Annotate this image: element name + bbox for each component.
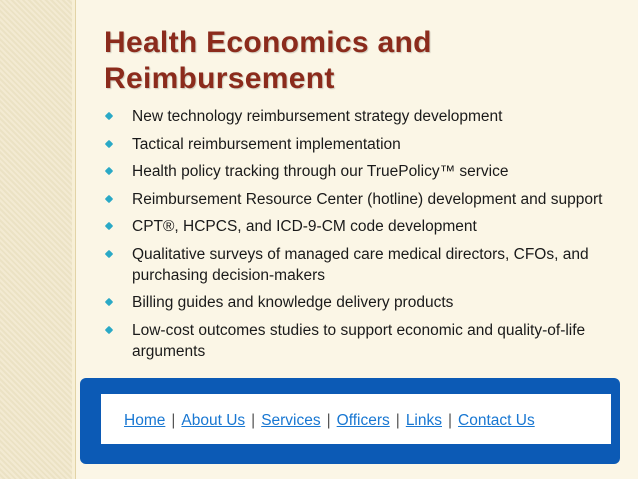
nav-links <box>124 412 535 430</box>
nav-separator: | <box>171 412 176 429</box>
diamond-bullet-icon <box>105 298 113 306</box>
diamond-bullet-icon <box>105 139 113 147</box>
diamond-bullet-icon <box>105 222 113 230</box>
list-item <box>104 106 604 127</box>
list-item <box>104 244 604 286</box>
bullet-text: Reimbursement Resource Center (hotline) development and support <box>132 190 603 208</box>
nav-link-contact-us[interactable]: Contact Us <box>458 412 535 429</box>
diamond-bullet-icon <box>105 194 113 202</box>
bullet-text: Tactical reimbursement implementation <box>132 135 401 153</box>
list-item <box>104 189 604 210</box>
list-item <box>104 216 604 237</box>
list-item <box>104 292 604 313</box>
decorative-divider-edge <box>75 0 76 479</box>
bullet-text: Qualitative surveys of managed care medical directors, CFOs, and purchasing decision-makers <box>132 245 589 284</box>
bullet-text: Low-cost outcomes studies to support economic and quality-of-life arguments <box>132 321 586 360</box>
list-item <box>104 161 604 182</box>
nav-link-officers[interactable]: Officers <box>336 412 390 429</box>
diamond-bullet-icon <box>105 249 113 257</box>
bullet-text: New technology reimbursement strategy development <box>132 108 503 125</box>
slide-title: Health Economics and Reimbursement <box>104 26 432 95</box>
decorative-left-strip <box>0 0 72 479</box>
diamond-bullet-icon <box>105 112 113 120</box>
diamond-bullet-icon <box>105 325 113 333</box>
nav-separator: | <box>326 412 331 429</box>
bullet-list <box>104 106 604 368</box>
nav-link-about-us[interactable]: About Us <box>181 412 246 429</box>
bullet-text: Health policy tracking through our TruePolicy™ service <box>132 163 509 180</box>
nav-link-home[interactable]: Home <box>124 412 166 429</box>
bullet-text: CPT®, HCPCS, and ICD-9-CM code development <box>132 218 477 235</box>
list-item <box>104 134 604 155</box>
nav-separator: | <box>251 412 256 429</box>
nav-separator: | <box>448 412 453 429</box>
nav-link-links[interactable]: Links <box>405 412 442 429</box>
nav-link-services[interactable]: Services <box>261 412 321 429</box>
bullet-text: Billing guides and knowledge delivery products <box>132 294 454 311</box>
list-item <box>104 320 604 362</box>
nav-separator: | <box>395 412 400 429</box>
diamond-bullet-icon <box>105 167 113 175</box>
